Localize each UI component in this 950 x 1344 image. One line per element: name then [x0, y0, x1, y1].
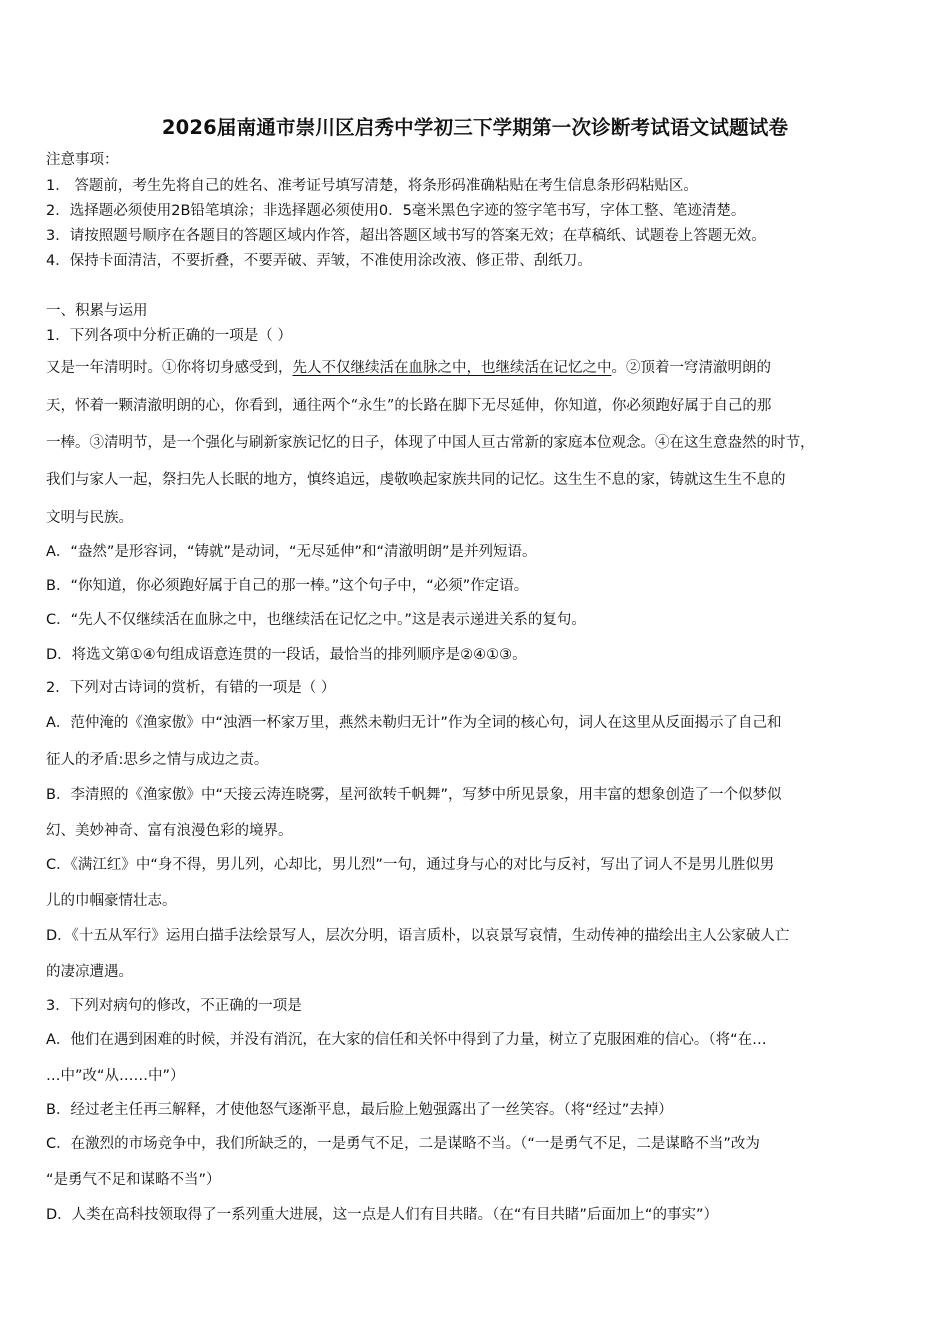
q1-passage-text: 又是一年清明时。①你将切身感受到，: [46, 360, 293, 376]
q2-option-b-line-2: 幻、美妙神奇、富有浪漫色彩的境界。: [46, 823, 293, 839]
q1-passage-line-2: 天，怀着一颗清澈明朗的心，你看到，通往两个“永生”的长路在脚下无尽延伸，你知道，你必须跑好属于自己的那: [46, 398, 772, 414]
q3-option-a-line-1: A．他们在遇到困难的时候，并没有消沉，在大家的信任和关怀中得到了力量，树立了克服困难的信心。（将“在…: [46, 1032, 767, 1048]
q3-option-c-line-2: “是勇气不足和谋略不当”）: [46, 1172, 221, 1188]
q3-option-b: B．经过老主任再三解释，才使他怒气逐渐平息，最后脸上勉强露出了一丝笑容。（将“经过”去掉）: [46, 1102, 673, 1118]
question-1-stem: 1．下列各项中分析正确的一项是（ ）: [46, 328, 292, 344]
q2-option-d-line-1: D．《十五从军行》运用白描手法绘景写人，层次分明，语言质朴，以哀景写哀情，生动传神的描绘出主人公家破人亡: [46, 928, 790, 944]
q1-passage-text: 。②顶着一穹清澈明朗的: [611, 360, 771, 376]
notice-item-1: 1． 答题前，考生先将自己的姓名、准考证号填写清楚，将条形码准确粘贴在考生信息条形码粘贴区。: [46, 178, 698, 194]
q2-option-c-line-1: C．《满江红》中“身不得，男儿列，心却比，男儿烈”一句，通过身与心的对比与反衬，写出了词人不是男儿胜似男: [46, 857, 775, 873]
page-title: 2026届南通市崇川区启秀中学初三下学期第一次诊断考试语文试题试卷: [161, 116, 789, 139]
q1-passage-line-4: 我们与家人一起，祭扫先人长眠的地方，慎终追远，虔敬唤起家族共同的记忆。这生生不息的家，铸就这生生不息的: [46, 472, 786, 488]
q3-option-c-line-1: C．在激烈的市场竞争中，我们所缺乏的，一是勇气不足，二是谋略不当。（“一是勇气不足，二是谋略不当”改为: [46, 1136, 760, 1152]
notice-item-2: 2．选择题必须使用2B铅笔填涂；非选择题必须使用0．5毫米黑色字迹的签字笔书写，字体工整、笔迹清楚。: [46, 203, 746, 219]
q2-option-d-line-2: 的凄凉遭遇。: [46, 964, 133, 980]
q1-passage-underlined: 先人不仅继续活在血脉之中，也继续活在记忆之中: [292, 360, 612, 376]
q2-option-b-line-1: B．李清照的《渔家傲》中“天接云涛连晓雾，星河欲转千帆舞”，写梦中所见景象，用丰富的想象创造了一个似梦似: [46, 787, 782, 803]
q2-option-a-line-2: 征人的矛盾:思乡之情与成边之责。: [46, 752, 269, 768]
section-heading: 一、积累与运用: [46, 303, 148, 319]
q1-option-c: C．“先人不仅继续活在血脉之中，也继续活在记忆之中。”这是表示递进关系的复句。: [46, 612, 586, 628]
q2-option-a-line-1: A．范仲淹的《渔家傲》中“浊酒一杯家万里，燕然未勒归无计”作为全词的核心句，词人在这里从反面揭示了自己和: [46, 715, 782, 731]
question-2-stem: 2．下列对古诗词的赏析，有错的一项是（ ）: [46, 680, 336, 696]
notice-heading: 注意事项：: [46, 152, 119, 168]
notice-item-3: 3．请按照题号顺序在各题目的答题区域内作答，超出答题区域书写的答案无效；在草稿纸、试题卷上答题无效。: [46, 228, 766, 244]
q1-passage-line-5: 文明与民族。: [46, 510, 133, 526]
q1-option-a: A．“盎然”是形容词，“铸就”是动词，“无尽延伸”和“清澈明朗”是并列短语。: [46, 544, 537, 560]
q1-passage-line-1: [46, 358, 771, 378]
notice-item-4: 4．保持卡面清洁，不要折叠，不要弄破、弄皱，不准使用涂改液、修正带、刮纸刀。: [46, 253, 592, 269]
q1-passage-line-3: 一棒。③清明节，是一个强化与刷新家族记忆的日子，体现了中国人亘古常新的家庭本位观念。④在这生意盎然的时节，: [46, 435, 815, 451]
q3-option-a-line-2: …中”改“从……中”）: [46, 1068, 185, 1084]
q1-option-b: B．“你知道，你必须跑好属于自己的那一棒。”这个句子中，“必须”作定语。: [46, 578, 529, 594]
q3-option-d: D．人类在高科技领取得了一系列重大进展，这一点是人们有目共睹。（在“有目共睹”后面加上“的事实”）: [46, 1207, 718, 1223]
q1-option-d: D．将选文第①④句组成语意连贯的一段话，最恰当的排列顺序是②④①③。: [46, 647, 527, 663]
question-3-stem: 3．下列对病句的修改，不正确的一项是: [46, 998, 302, 1014]
q2-option-c-line-2: 儿的巾帼豪情壮志。: [46, 893, 177, 909]
